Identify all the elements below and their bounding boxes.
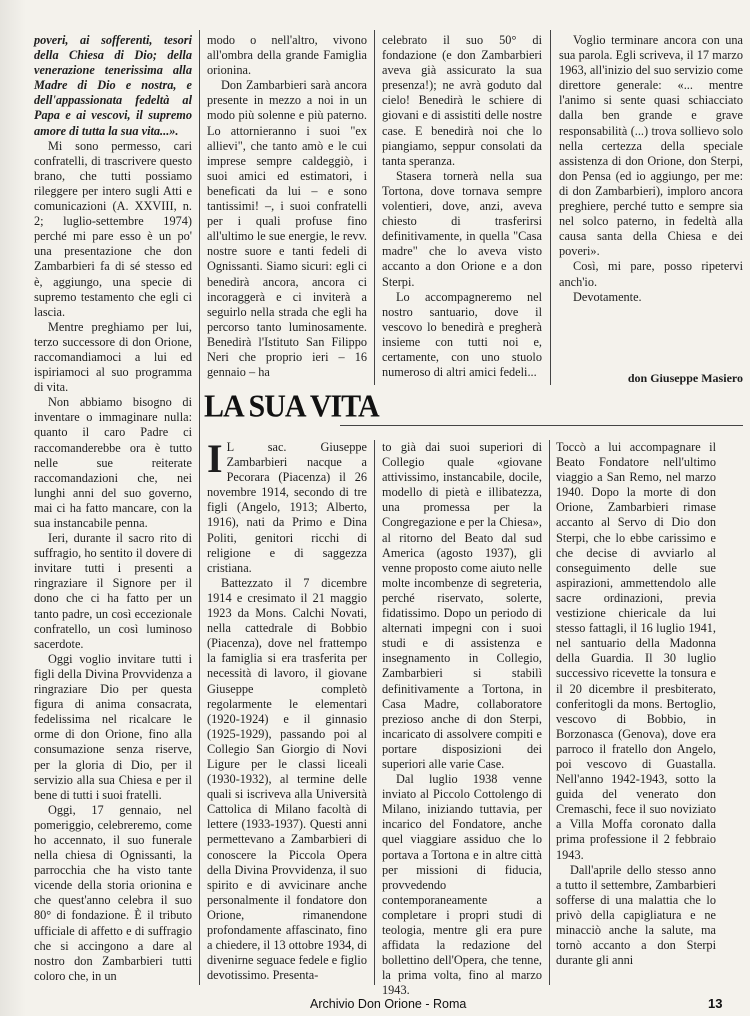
paragraph: Così, mi pare, posso ripetervi anch'io.: [559, 259, 743, 289]
column-divider: [550, 30, 551, 385]
column-divider: [199, 30, 200, 985]
paragraph: Stasera tornerà nella sua Tortona, dove tornava sempre volentieri, dove, anzi, aveva chiesto di trasferirsi definitivamente, in quella "Casa madre" che lo aveva visto accanto a don Orione e a don Sterpi.: [382, 168, 542, 289]
paragraph: Dall'aprile dello stesso anno a tutto il settembre, Zambarbieri sofferse di una malattia che lo privò della capigliatura e ne minacciò anche la salute, ma tornò accanto a don Sterpi durante gli anni: [556, 862, 716, 968]
paragraph: Don Zambarbieri sarà ancora presente in mezzo a noi in un modo più solenne e più paterno. Lo attornieranno i suoi "ex allievi", che tanto amò e le cui imprese sempre caldeggiò, i suoi amici ed estimatori, i beneficati da lui – e sono tantissimi! –, i suoi confratelli per i quali profuse fino all'ultimo le sue energie, le revv. nostre suore e tanti fedeli di Ognissanti. Siamo sicuri: egli ci benedirà ancora, ancora ci incoraggerà e ci inviterà a seguirlo nella strada che egli ha percorso tanto luminosamente. Benedirà l'Istituto San Filippo Neri che proprio ieri – 16 gennaio – ha: [207, 78, 367, 380]
paragraph: poveri, ai sofferenti, tesori della Chiesa di Dio; della venerazione tenerissima alla Madre di Dio e nostra, e dell'appassionata fedeltà al Papa e ai vescovi, il supremo amore di tutta la sua vita...».: [34, 33, 192, 138]
paragraph: celebrato il suo 50° di fondazione (e don Zambarbieri aveva già assicurato la sua presenza!); ne avrà goduto dal cielo! Benedirà le schiere di giovani e di assistiti delle nostre case. E benedirà noi che lo piangiamo, seppur consolati da tanta speranza.: [382, 33, 542, 168]
author-signature: don Giuseppe Masiero: [627, 371, 743, 385]
section-rule: [340, 425, 743, 426]
paragraph: I L sac. Giuseppe Zambarbieri nacque a Pecorara (Piacenza) il 26 novembre 1914, secondo di tre figli (Angelo, 1913; Alberto, 1916), nati da Primo e Dina Politi, genitori ricchi di religione e di saggezza cristiana.: [207, 436, 367, 575]
column-divider: [374, 30, 375, 385]
column-divider: [549, 440, 550, 985]
bottom-column-2: [382, 440, 542, 998]
section-title: LA SUA VITA: [204, 389, 379, 424]
paragraph: Oggi voglio invitare tutti i figli della Divina Provvidenza a ringraziare Dio per questa figura di anima consacrata, fedelissima nel ricalcare le orme di don Orione, fino alla consumazione senza riserve, per la gloria di Dio, per il servizio alla sua Chiesa e per il bene di tutti i suoi fratelli.: [34, 651, 192, 802]
paragraph: Lo accompagneremo nel nostro santuario, dove il vescovo lo benedirà e pregherà insieme con tutti noi e, certamente, con uno stuolo numeroso di altri amici fedeli...: [382, 289, 542, 380]
archive-label: Archivio Don Orione - Roma: [310, 997, 467, 1011]
bottom-column-3: [556, 440, 716, 980]
paragraph: modo o nell'altro, vivono all'ombra della grande Famiglia orionina.: [207, 33, 367, 78]
paragraph: Dal luglio 1938 venne inviato al Piccolo Cottolengo di Milano, iniziando tuttavia, per incarico del Fondatore, anche quel viaggiare assiduo che lo portava a Tortona e in altre città per missioni di fiducia, provvedendo contemporaneamente a completare i propri studi di teologia, mentre gli era pure affidata la redazione del bollettino dell'Opera, che tenne, la prima volta, fino al marzo 1943.: [382, 772, 542, 998]
column-divider: [374, 440, 375, 985]
top-column-4: [559, 33, 743, 365]
paragraph: Mi sono permesso, cari confratelli, di trascrivere questo brano, che tutti possiamo rileggere per intero sugli Atti e comunicazioni (A. XXVIII, n. 2; luglio-settembre 1974) perché mi pare esso è un po' una presentazione che don Zambarbieri fa di sé stesso ed è, aggiungo, una specie di supremo testamento che egli ci lascia.: [34, 138, 192, 319]
paragraph: Oggi, 17 gennaio, nel pomeriggio, celebreremo, come ho accennato, il suo funerale nella chiesa di Ognissanti, la parrocchia che ha visto tante vicende della storia orionina e che quest'anno celebra il suo 80° di fondazione. È il tributo ufficiale di affetto e di suffragio che si accingono a dare al nostro don Zambarbieri tutti coloro che, in un: [34, 802, 192, 983]
drop-cap: I: [207, 436, 223, 481]
top-column-3: [382, 33, 542, 385]
paragraph: Ieri, durante il sacro rito di suffragio, ho sentito il dovere di invitare tutti i presenti a ringraziare il Signore per il dono che ci ha fatto per un tanto padre, un così eccezionale confratello, un così luminoso sacerdote.: [34, 531, 192, 651]
paragraph: Non abbiamo bisogno di inventare o immaginare nulla: quanto il caro Padre ci raccomanderebbe ora è tutto nelle sue reiterate raccomandazioni che, nei lunghi anni del suo governo, mai ci ha fatto mancare, con la sua instancabile penna.: [34, 395, 192, 530]
top-column-1: [34, 33, 192, 983]
paragraph: Mentre preghiamo per lui, terzo successore di don Orione, raccomandiamoci a lui ed ispiriamoci al suo programma di vita.: [34, 319, 192, 395]
bottom-column-1: [207, 436, 367, 983]
top-column-2: [207, 33, 367, 385]
paragraph: Toccò a lui accompagnare il Beato Fondatore nell'ultimo viaggio a San Remo, nel marzo 1940. Dopo la morte di don Orione, Zambarbieri rimase accanto al Servo di Dio don Sterpi, che lo ebbe carissimo e che decise di avviarlo al conseguimento delle sue aspirazioni, ammettendolo alle sacre ordinazioni, previa vestizione chiericale da lui stesso fattagli, il 16 luglio 1941, nel santuario della Madonna della Guardia. Il 30 luglio successivo ricevette la tonsura e il 20 dicembre il presbiterato, conferitogli da mons. Bertoglio, vescovo di Bobbio, in Borzonasca (Genova), dove era parroco il fratello don Angelo, poi vescovo di Guastalla. Nell'anno 1942-1943, sotto la guida del venerato don Cremaschi, fece il suo noviziato a Villa Moffa coronato dalla prima professione il 2 febbraio 1943.: [556, 440, 716, 862]
page-number: 13: [708, 996, 723, 1011]
page-footer: [0, 996, 750, 1016]
page-edge-shadow: [0, 0, 26, 1016]
paragraph: Devotamente.: [573, 289, 642, 304]
paragraph: Voglio terminare ancora con una sua parola. Egli scriveva, il 17 marzo 1963, all'inizio del suo servizio come direttore generale: «... mentre l'animo si sente quasi schiacciato dalla ben grande e grave responsabilità (...) trova sollievo solo nella certezza della speciale assistenza di don Orione, don Sterpi, don Pensa (ed io aggiungo, per me: di don Zambarbieri), imploro ancora preghiere, perché tutto e sempre sia nel solco paterno, in fedeltà alla causa santa della Chiesa e dei poveri».: [559, 33, 743, 259]
paragraph: Battezzato il 7 dicembre 1914 e cresimato il 21 maggio 1923 da Mons. Calchi Novati, nella cattedrale di Bobbio (Piacenza), dove nel frattempo la famiglia si era trasferita per necessità di lavoro, il giovane Giuseppe completò regolarmente le elementari (1920-1924) e il ginnasio (1925-1929), passando poi al Collegio San Giorgio di Novi Ligure per le classi liceali (1930-1932), al termine delle quali si iscriveva alla Università Cattolica di Milano facoltà di lettere (1933-1937). Questi anni permettevano a Zambarbieri di conoscere la Piccola Opera della Divina Provvidenza, il suo spirito e di avvicinare anche personalmente il fondatore don Orione, rimanendone profondamente affascinato, fino a chiedere, il 13 ottobre 1934, di divenirne seguace fedele e figlio devotissimo. Presenta-: [207, 575, 367, 983]
paragraph: to già dai suoi superiori di Collegio quale «giovane attivissimo, instancabile, docile, modello di pietà e illibatezza, una promessa per la Congregazione e per la Chiesa», al ritorno del Beato dal sud America (agosto 1937), gli venne proposto come aiuto nelle molte incombenze di segreteria, perché riservato, solerte, fidatissimo. Dopo un periodo di alternati impegni con i suoi studi e di assistenza e insegnamento in Collegio, Zambarbieri si stabilì definitivamente a Tortona, in Casa Madre, collaboratore prezioso anche di don Sterpi, incaricato di assolvere compiti e portare disposizioni dei superiori alle varie Case.: [382, 440, 542, 771]
